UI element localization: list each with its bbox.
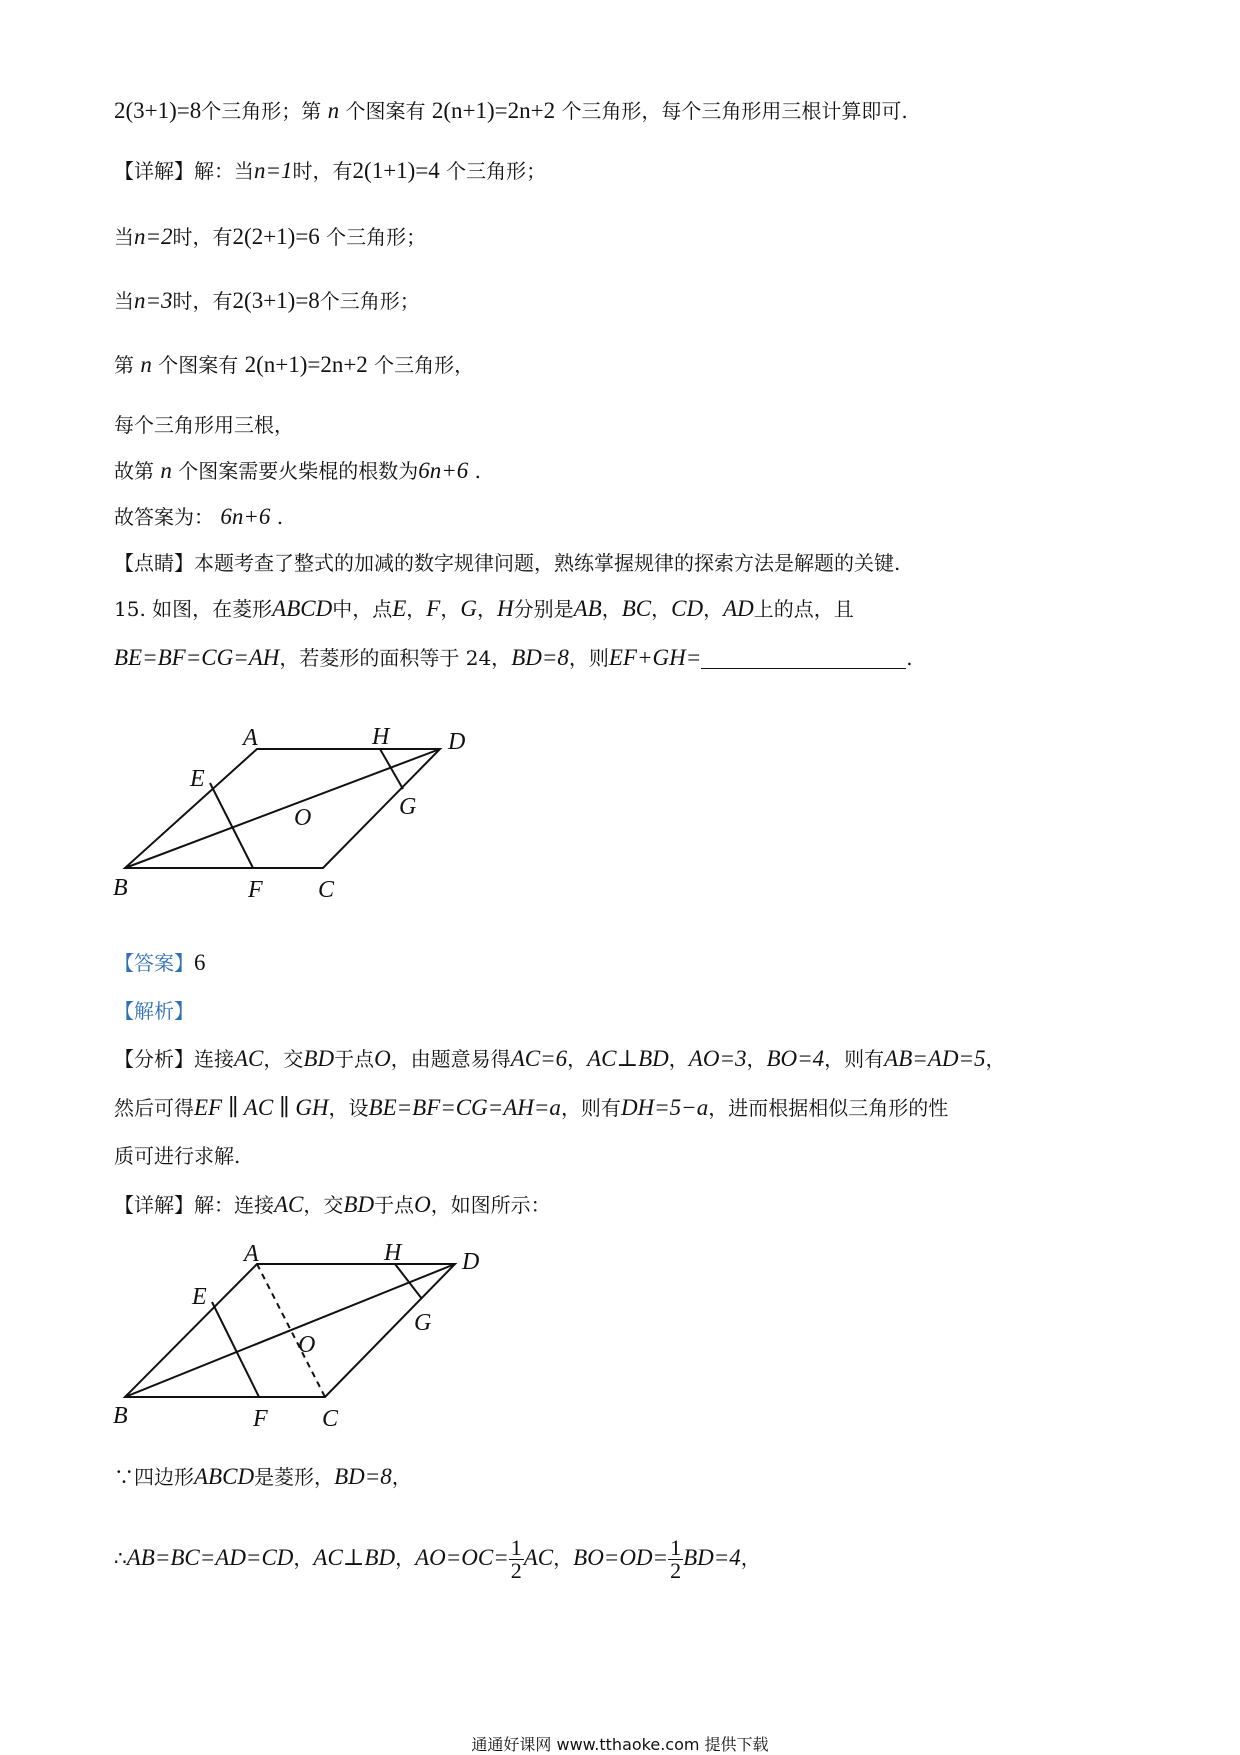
label-o: O: [294, 805, 312, 831]
text: 故第: [114, 459, 154, 483]
text: ，则有: [824, 1047, 885, 1071]
therefore-symbol: ∴: [114, 1546, 127, 1570]
math-expr: AC=6: [510, 1046, 568, 1071]
label-f: F: [248, 877, 263, 903]
text: 然后可得: [114, 1096, 194, 1120]
text: 个三角形，: [374, 353, 475, 377]
math-expr: n=1: [254, 158, 293, 183]
rhombus-figure-2: [110, 1240, 500, 1450]
page-footer: 通通好课网 www.tthaoke.com 提供下载: [471, 1735, 769, 1754]
text: ，: [985, 1047, 1006, 1071]
rhombus-figure-1: [110, 725, 480, 925]
math-expr: BE=BF=CG=AH=a: [368, 1095, 561, 1120]
math-var: H: [496, 596, 514, 621]
text: 连接: [194, 1047, 234, 1071]
text: 于点: [374, 1193, 415, 1217]
text: ，: [406, 597, 427, 621]
math-expr: BD=8: [511, 645, 569, 670]
math-expr: n=3: [134, 288, 173, 313]
math-expr: 2(n+1)=2n+2: [431, 98, 556, 123]
math-expr: AC⊥BD: [313, 1545, 396, 1570]
text: 本题考查了整式的加减的数字规律问题，熟练掌握规律的探索方法是解题的关键.: [194, 551, 901, 575]
text: ，: [440, 597, 461, 621]
math-expr: 2(2+1)=6: [232, 224, 320, 249]
text: 15. 如图，在菱形: [114, 597, 273, 621]
math-expr: BO=4: [766, 1046, 825, 1071]
math-expr: AO=OC=: [415, 1545, 509, 1570]
text: 个图案有: [158, 353, 239, 377]
text: ，则有: [560, 1096, 621, 1120]
text: ，若菱形的面积等于 24，: [279, 646, 512, 670]
text: ，: [668, 1047, 689, 1071]
text: 个三角形；: [446, 159, 547, 183]
remark-tag: 【点睛】: [114, 551, 194, 575]
label-e: E: [192, 1284, 207, 1310]
segment-ef: [212, 1302, 259, 1397]
label-h: H: [384, 1240, 402, 1266]
text: 上的点，且: [753, 597, 854, 621]
solution-line-7: [114, 456, 481, 486]
math-var: O: [414, 1192, 431, 1217]
label-d: D: [448, 729, 466, 755]
answer-line: [114, 948, 206, 978]
math-var: BD: [303, 1046, 335, 1071]
fraction-numerator: 1: [670, 1535, 682, 1560]
text: ∵四边形: [114, 1465, 194, 1489]
diagonal-bd: [125, 749, 440, 868]
solution-line-6: [114, 410, 294, 440]
text: 第: [114, 353, 134, 377]
text: 个三角形；第: [201, 99, 322, 123]
solution-line-4: [114, 286, 420, 316]
text: 个图案有: [345, 99, 426, 123]
since-line: [114, 1462, 412, 1492]
text: ，如图所示：: [430, 1193, 551, 1217]
math-expr: AB=BC=AD=CD: [126, 1545, 294, 1570]
math-expr: BD=8: [334, 1464, 392, 1489]
label-e: E: [190, 766, 205, 792]
text: 个三角形；: [319, 289, 420, 313]
text: ，: [740, 1546, 761, 1570]
analysis-line-2: [114, 1093, 948, 1123]
label-h: H: [372, 725, 390, 750]
detail-tag: 【详解】: [114, 1193, 194, 1217]
math-expr: EF ∥ AC ∥ GH: [194, 1095, 329, 1120]
text: ，: [553, 1546, 574, 1570]
question-15-line-1: [114, 594, 854, 624]
text: 分别是: [513, 597, 574, 621]
question-15-line-2: [114, 643, 913, 673]
analysis-line-3: [114, 1141, 240, 1171]
fraction-numerator: 1: [510, 1535, 522, 1560]
math-var: O: [374, 1046, 391, 1071]
solution-line-5: [114, 350, 474, 380]
math-expr: BO=OD=: [573, 1545, 669, 1570]
text: ，: [293, 1546, 314, 1570]
solution-line-1: [114, 96, 908, 126]
math-var: BC: [621, 596, 652, 621]
analysis-tag-line: [114, 996, 194, 1026]
math-var: CD: [671, 596, 704, 621]
math-expr: 2(3+1)=8: [114, 98, 202, 123]
math-var: F: [426, 596, 441, 621]
text: ，: [391, 1465, 412, 1489]
math-expr: EF+GH=: [608, 645, 702, 670]
math-var: AD: [723, 596, 754, 621]
math-expr: AB=AD=5: [884, 1046, 986, 1071]
solution-line-8: [114, 502, 283, 532]
text: 是菱形，: [254, 1465, 335, 1489]
text: ，设: [328, 1096, 369, 1120]
label-g: G: [399, 794, 417, 820]
fraction-half: [668, 1537, 683, 1582]
math-var: G: [460, 596, 477, 621]
text: 质可进行求解.: [114, 1144, 241, 1168]
label-a: A: [244, 1241, 259, 1267]
analysis-label: 【分析】: [114, 1047, 194, 1071]
text: ，: [476, 597, 497, 621]
text: 每个三角形用三根，: [114, 413, 294, 437]
math-expr: BE=BF=CG=AH: [114, 645, 280, 670]
detail-tag: 【详解】: [114, 159, 194, 183]
text: ，交: [303, 1193, 344, 1217]
text: ，: [567, 1047, 588, 1071]
fraction-denominator: 2: [670, 1558, 682, 1583]
text: 于点: [334, 1047, 375, 1071]
fraction-half: [509, 1537, 524, 1582]
math-var: n: [160, 458, 172, 483]
math-var: BD: [343, 1192, 375, 1217]
text: ，: [703, 597, 724, 621]
label-b: B: [113, 1403, 128, 1429]
solution-line-2: [114, 156, 546, 186]
text: .: [474, 459, 481, 483]
text: ，则: [568, 646, 609, 670]
text: 解：当: [194, 159, 254, 183]
text: 个三角形，每个三角形用三根计算即可.: [561, 99, 908, 123]
detail-solution-line: [114, 1190, 551, 1220]
label-d: D: [462, 1249, 480, 1275]
math-var: AB: [573, 596, 602, 621]
text: .: [906, 646, 913, 670]
text: ，: [746, 1047, 767, 1071]
text: 个三角形；: [326, 225, 427, 249]
diagonal-bd: [125, 1264, 455, 1397]
text: 时，有: [172, 225, 233, 249]
math-expr: BD=4: [683, 1545, 741, 1570]
text: ，: [601, 597, 622, 621]
math-var: AC: [274, 1192, 304, 1217]
math-var: ABCD: [194, 1464, 255, 1489]
segment-ef: [210, 783, 253, 868]
text: .: [276, 505, 284, 529]
math-var: n: [327, 98, 340, 123]
therefore-line: [114, 1528, 761, 1588]
text: ，: [395, 1546, 416, 1570]
label-b: B: [113, 875, 128, 901]
math-expr: AO=3: [688, 1046, 747, 1071]
text: 故答案为：: [114, 505, 214, 529]
math-expr: 2(3+1)=8: [232, 288, 320, 313]
text: 个图案需要火柴棍的根数为: [178, 459, 419, 483]
text: 时，有: [292, 159, 353, 183]
answer-tag: 【答案】: [114, 951, 194, 975]
label-f: F: [253, 1406, 268, 1432]
analysis-line-1: [114, 1044, 1005, 1074]
label-c: C: [322, 1406, 339, 1432]
segment-hg: [380, 749, 403, 789]
text: ，: [651, 597, 672, 621]
text: 时，有: [172, 289, 233, 313]
text: 中，点: [332, 597, 393, 621]
label-g: G: [414, 1310, 432, 1336]
math-expr: DH=5−a: [620, 1095, 709, 1120]
math-var: ABCD: [272, 596, 333, 621]
math-expr: 2(n+1)=2n+2: [244, 352, 368, 377]
text: ，进而根据相似三角形的性: [708, 1096, 949, 1120]
math-var: AC: [523, 1545, 554, 1570]
text: 解：连接: [194, 1193, 274, 1217]
math-var: E: [392, 596, 407, 621]
segment-hg: [395, 1264, 422, 1299]
math-expr: AC⊥BD: [587, 1046, 669, 1071]
remark-line: [114, 548, 900, 578]
math-expr: 2(1+1)=4: [352, 158, 440, 183]
solution-line-3: [114, 222, 426, 252]
fraction-denominator: 2: [510, 1558, 522, 1583]
math-expr: 6n+6: [418, 458, 469, 483]
label-c: C: [318, 877, 335, 903]
answer-blank: [701, 646, 906, 669]
math-var: n: [140, 352, 152, 377]
label-o: O: [298, 1332, 316, 1358]
analysis-tag: 【解析】: [114, 999, 194, 1023]
text: 当: [114, 289, 134, 313]
answer-value: 6: [194, 950, 206, 975]
math-expr: n=2: [134, 224, 173, 249]
text: ，由题意易得: [390, 1047, 511, 1071]
text: 当: [114, 225, 134, 249]
math-var: AC: [234, 1046, 264, 1071]
math-expr: 6n+6: [220, 504, 271, 529]
label-a: A: [243, 725, 258, 751]
text: ，交: [263, 1047, 304, 1071]
